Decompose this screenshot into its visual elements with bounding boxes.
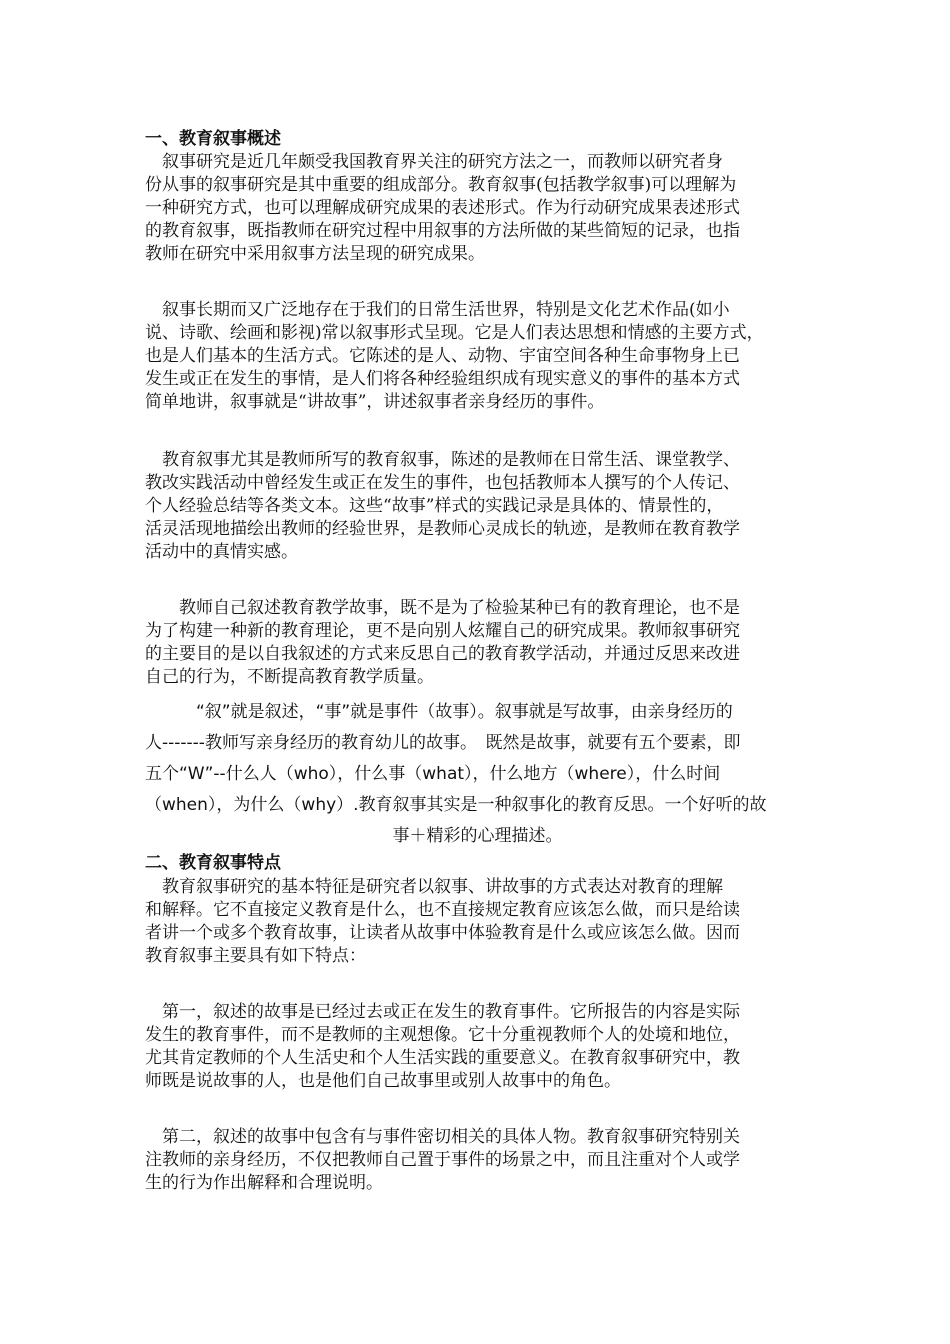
text-line: 发生的教育事件，而不是教师的主观想像。它十分重视教师个人的处境和地位， xyxy=(145,1025,740,1045)
text-line: “叙”就是叙述，“事”就是事件（故事）。叙事就是写故事，由亲身经历的 xyxy=(145,702,733,722)
text-line: 活动中的真情实感。 xyxy=(145,542,298,562)
text-line: 注教师的亲身经历，不仅把教师自己置于事件的场景之中，而且注重对个人或学 xyxy=(145,1150,740,1170)
text-line: 简单地讲，叙事就是“讲故事”，讲述叙事者亲身经历的事件。 xyxy=(145,392,605,412)
text-line: （when），为什么（why）.教育叙事其实是一种叙事化的教育反思。一个好听的故 xyxy=(145,795,767,815)
text-line: 教育叙事研究的基本特征是研究者以叙事、讲故事的方式表达对教育的理解 xyxy=(145,877,723,897)
paragraph-6 xyxy=(145,876,810,968)
text-line: 者讲一个或多个教育故事，让读者从故事中体验教育是什么或应该怎么做。因而 xyxy=(145,923,740,943)
text-line: 叙事长期而又广泛地存在于我们的日常生活世界，特别是文化艺术作品(如小 xyxy=(145,300,730,320)
text-line: 教改实践活动中曾经发生或正在发生的事件，也包括教师本人撰写的个人传记、 xyxy=(145,473,740,493)
text-line: 自己的行为，不断提高教育教学质量。 xyxy=(145,667,434,687)
text-line: 的主要目的是以自我叙述的方式来反思自己的教育教学活动，并通过反思来改进 xyxy=(145,644,740,664)
text-line: 说、诗歌、绘画和影视)常以叙事形式呈现。它是人们表达思想和情感的主要方式， xyxy=(145,323,764,343)
text-line: 师既是说故事的人，也是他们自己故事里或别人故事中的角色。 xyxy=(145,1071,621,1091)
text-line: 发生或正在发生的事情，是人们将各种经验组织成有现实意义的事件的基本方式 xyxy=(145,369,740,389)
text-line: 为了构建一种新的教育理论，更不是向别人炫耀自己的研究成果。教师叙事研究 xyxy=(145,621,740,641)
paragraph-4 xyxy=(145,597,810,689)
section-1 xyxy=(145,128,810,151)
text-line: 活灵活现地描绘出教师的经验世界，是教师心灵成长的轨迹，是教师在教育教学 xyxy=(145,519,740,539)
text-line: 一种研究方式，也可以理解成研究成果的表述形式。作为行动研究成果表述形式 xyxy=(145,198,740,218)
text-line: 第二，叙述的故事中包含有与事件密切相关的具体人物。教育叙事研究特别关 xyxy=(145,1127,740,1147)
section-heading: 二、教育叙事特点 xyxy=(145,853,281,873)
text-line: 人-------教师写亲身经历的教育幼儿的故事。 既然是故事，就要有五个要素，即 xyxy=(145,733,741,753)
text-line: 教育叙事尤其是教师所写的教育叙事，陈述的是教师在日常生活、课堂教学、 xyxy=(145,450,740,470)
paragraph-3 xyxy=(145,449,810,564)
text-line: 叙事研究是近几年颇受我国教育界关注的研究方法之一，而教师以研究者身 xyxy=(145,152,723,172)
text-line: 生的行为作出解释和合理说明。 xyxy=(145,1173,383,1193)
paragraph-7 xyxy=(145,1001,810,1093)
text-line: 教育叙事主要具有如下特点： xyxy=(145,946,366,966)
text-line: 五个“W”--什么人（who），什么事（what），什么地方（where），什么时间 xyxy=(145,764,721,784)
text-line-centered: 事＋精彩的心理描述。 xyxy=(392,826,563,846)
text-line: 尤其肯定教师的个人生活史和个人生活实践的重要意义。在教育叙事研究中，教 xyxy=(145,1048,740,1068)
text-line: 份从事的叙事研究是其中重要的组成部分。教育叙事(包括教学叙事)可以理解为 xyxy=(145,175,737,195)
paragraph-8 xyxy=(145,1126,810,1195)
section-heading: 一、教育叙事概述 xyxy=(145,129,281,149)
paragraph-5 xyxy=(145,697,810,852)
text-line: 的教育叙事，既指教师在研究过程中用叙事的方法所做的某些简短的记录，也指 xyxy=(145,221,740,241)
text-line: 教师在研究中采用叙事方法呈现的研究成果。 xyxy=(145,244,485,264)
paragraph-1 xyxy=(145,151,810,266)
text-line: 教师自己叙述教育教学故事，既不是为了检验某种已有的教育理论，也不是 xyxy=(145,598,740,618)
text-line: 个人经验总结等各类文本。这些“故事”样式的实践记录是具体的、情景性的， xyxy=(145,496,724,516)
text-line: 第一，叙述的故事是已经过去或正在发生的教育事件。它所报告的内容是实际 xyxy=(145,1002,740,1022)
section-2 xyxy=(145,852,810,875)
text-line: 和解释。它不直接定义教育是什么，也不直接规定教育应该怎么做，而只是给读 xyxy=(145,900,740,920)
paragraph-2 xyxy=(145,299,810,414)
text-line: 也是人们基本的生活方式。它陈述的是人、动物、宇宙空间各种生命事物身上已 xyxy=(145,346,740,366)
